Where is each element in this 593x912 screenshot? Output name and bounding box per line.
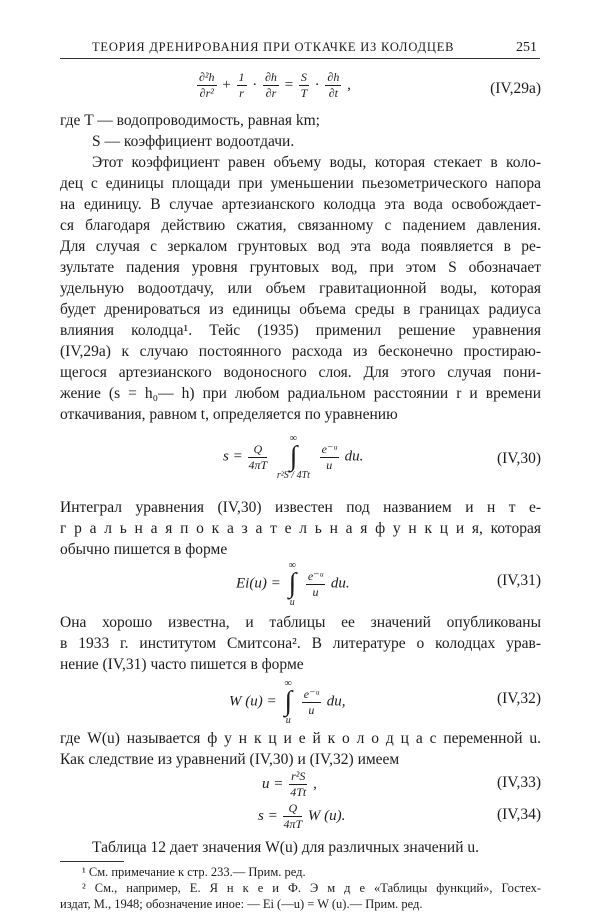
text-line: зультате падения уровня грунтовых вод, при этом S обозначает <box>60 259 541 276</box>
equation-iv-32: W (u) = ∞ ∫ u $\frac{\text{e⁻ᵘ}}{u}$ du, <box>229 678 346 726</box>
footnote-2-cont: издат, М., 1948; обозначение иное: — Ei (—u) = W (u).— Прим. ред. <box>60 897 423 911</box>
text-line: S — коэффициент водоотдачи. <box>92 133 295 150</box>
text-line: жение (s = h₀— h) при любом радиальном расстоянии r и времени <box>60 385 541 402</box>
text-line: на единицу. В случае артезианского колодца эта вода освобождает- <box>60 196 541 213</box>
text-line: Таблица 12 дает значения W(u) для различных значений u. <box>92 839 480 856</box>
text-line: Этот коэффициент равен объему воды, которая стекает в коло- <box>92 154 541 171</box>
equation-number-iv-33: (IV,33) <box>496 774 541 791</box>
text-line: Интеграл уравнения (IV,30) известен под названием и н т е- <box>60 499 541 516</box>
footnote-rule <box>60 861 124 862</box>
text-line: будет дренироваться из единицы объема среды в границах радиуса <box>60 301 541 318</box>
footnote-1: ¹ См. примечание к стр. 233.— Прим. ред. <box>82 865 306 879</box>
text-line: Для случая с зеркалом грунтовых вод эта вода появляется в ре- <box>60 238 541 255</box>
text-line: ся благодаря действию сжатия, связанному с падением давления. <box>60 217 541 234</box>
equation-number-iv-34: (IV,34) <box>496 806 541 823</box>
equation-iv-31: Ei(u) = ∞ ∫ u $\frac{\text{e⁻ᵘ}}{u}$ du. <box>236 560 350 608</box>
text-line: Как следствие из уравнений (IV,30) и (IV,32) имеем <box>60 751 400 768</box>
text-line: где T — водопроводимость, равная km; <box>60 112 320 129</box>
text-line: в 1933 г. институтом Смитсона². В литературе о колодцах урав- <box>60 635 541 652</box>
equation-number-iv-29a: (IV,29a) <box>490 80 541 97</box>
text-line: влияния колодца¹. Тейс (1935) применил решение уравнения <box>60 322 541 339</box>
text-line: (IV,29a) к случаю постоянного расхода из бесконечно простираю- <box>60 343 541 360</box>
text-line: г р а л ь н а я п о к а з а т е л ь н а я ф у н к ц и я, которая <box>60 520 541 537</box>
equation-number-iv-31: (IV,31) <box>496 572 541 589</box>
text-line: щегося артезианского водоносного слоя. Для этого случая пони- <box>60 364 541 381</box>
equation-number-iv-30: (IV,30) <box>496 450 541 467</box>
equation-iv-29a: $\frac{\text{∂²h}}{\text{∂r²}}$ + $\frac{1}{r}$ · $\frac{\partial h}{\partial r}$ = $\frac{S}{T}$ · $\frac{\partial h}{\partial t}$ , <box>199 70 351 100</box>
equation-number-iv-32: (IV,32) <box>496 690 541 707</box>
page-number: 251 <box>516 40 537 55</box>
equation-iv-30: s = $\frac{Q}{4\pi T}$ ∞ ∫ r²S / 4Tt $\frac{\text{e⁻ᵘ}}{u}$ du. <box>223 433 364 481</box>
running-header <box>92 40 537 56</box>
text-line: где W(u) называется ф у н к ц и е й к о л о д ц а с переменной u. <box>60 730 541 747</box>
footnote-2: ² См., например, Е. Я н к е и Ф. Э м д е «Таблицы функций», Гостех- <box>82 881 541 895</box>
equation-iv-34: s = $\frac{Q}{4\pi T}$ W (u). <box>258 801 346 831</box>
text-line: удельную водоотдачу, или объем гравитационной воды, которая <box>60 280 541 297</box>
text-line: нение (IV,31) часто пишется в форме <box>60 656 304 673</box>
text-line: дец с единицы площади при уменьшении пьезометрического напора <box>60 175 541 192</box>
header-rule <box>60 58 540 59</box>
running-title: ТЕОРИЯ ДРЕНИРОВАНИЯ ПРИ ОТКАЧКЕ ИЗ КОЛОДЦЕВ <box>92 40 455 54</box>
equation-iv-33: u = $\frac{\text{r²S}}{4Tt}$ , <box>262 769 317 799</box>
text-line: Она хорошо известна, и таблицы ее значений опубликованы <box>60 614 541 631</box>
text-line: откачивания, равном t, определяется по уравнению <box>60 406 398 423</box>
text-line: обычно пишется в форме <box>60 541 228 558</box>
